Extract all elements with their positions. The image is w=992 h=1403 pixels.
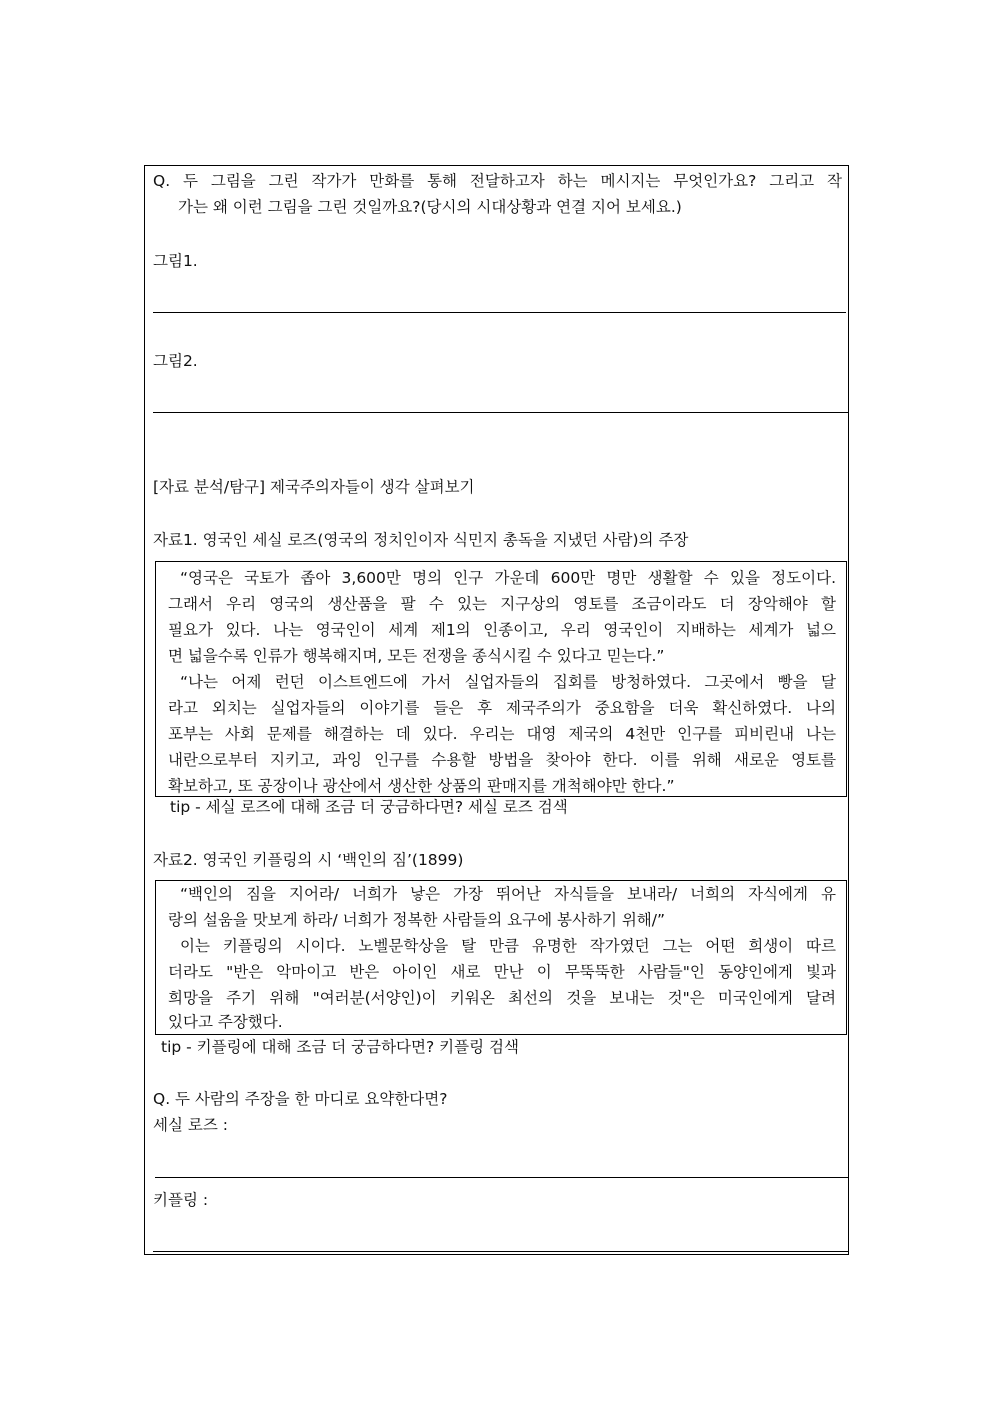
source-1-line: “나는 어제 런던 이스트엔드에 가서 실업자들의 집회를 방청하였다. 그곳에서 빵을 달 (180, 673, 836, 691)
source-2-line: 있다고 주장했다. (168, 1013, 283, 1031)
source-1-line: 그래서 우리 영국의 생산품을 팔 수 있는 지구상의 영토를 조금이라도 더 장악해야 할 (168, 595, 836, 613)
source-2-line: 이는 키플링의 시이다. 노벨문학상을 탈 만큼 유명한 작가였던 그는 어떤 희생이 따르 (180, 937, 836, 955)
source-1-line: 확보하고, 또 공장이나 광산에서 생산한 상품의 판매지를 개척해야만 한다.” (168, 777, 675, 795)
rhodes-answer-line[interactable] (155, 1177, 848, 1178)
source-1-line: 면 넓을수록 인류가 행복해지며, 모든 전쟁을 종식시킬 수 있다고 믿는다.” (168, 647, 665, 665)
source-1-tip: tip - 세실 로즈에 대해 조금 더 궁금하다면? 세실 로즈 검색 (170, 798, 568, 816)
kipling-answer-line[interactable] (153, 1251, 848, 1252)
figure-1-label: 그림1. (153, 252, 198, 270)
question-1-line-2: 가는 왜 이런 그림을 그린 것일까요?(당시의 시대상황과 연결 지어 보세요.) (178, 198, 682, 216)
analysis-heading: [자료 분석/탐구] 제국주의자들이 생각 살펴보기 (153, 478, 475, 496)
source-2-line: 랑의 설움을 맛보게 하라/ 너희가 정복한 사람들의 요구에 봉사하기 위해/” (168, 911, 666, 929)
source-2-line: 희망을 주기 위해 "여러분(서양인)이 키워온 최선의 것을 보내는 것"은 미국인에게 달려 (168, 989, 836, 1007)
figure-2-label: 그림2. (153, 352, 198, 370)
question-2-prompt: Q. 두 사람의 주장을 한 마디로 요약한다면? (153, 1090, 448, 1108)
source-2-line: 더라도 "반은 악마이고 반은 아이인 새로 만난 이 무뚝뚝한 사람들"인 동양인에게 빛과 (168, 963, 836, 981)
source-1-quote-box (155, 561, 847, 797)
question-1-line-1: Q. 두 그림을 그린 작가가 만화를 통해 전달하고자 하는 메시지는 무엇인가요? 그리고 작 (153, 172, 842, 190)
source-1-line: 필요가 있다. 나는 영국인이 세계 제1의 인종이고, 우리 영국인이 지배하는 세계가 넓으 (168, 621, 836, 639)
worksheet-frame (144, 165, 849, 1255)
figure-2-answer-line[interactable] (153, 412, 848, 413)
source-1-line: 라고 외치는 실업자들의 이야기를 들은 후 제국주의가 중요함을 더욱 확신하였다. 나의 (168, 699, 836, 717)
source-2-line: “백인의 짐을 지어라/ 너희가 낳은 가장 뛰어난 자식들을 보내라/ 너희의 자식에게 유 (180, 885, 836, 903)
source-1-title: 자료1. 영국인 세실 로즈(영국의 정치인이자 식민지 총독을 지냈던 사람)의 주장 (153, 531, 689, 549)
source-1-line: 포부는 사회 문제를 해결하는 데 있다. 우리는 대영 제국의 4천만 인구를 피비린내 나는 (168, 725, 836, 743)
source-1-line: 내란으로부터 지키고, 과잉 인구를 수용할 방법을 찾아야 한다. 이를 위해 새로운 영토를 (168, 751, 836, 769)
source-2-title: 자료2. 영국인 키플링의 시 ‘백인의 짐’(1899) (153, 851, 464, 869)
figure-1-answer-line[interactable] (153, 312, 846, 313)
rhodes-answer-label: 세실 로즈 : (153, 1116, 228, 1134)
kipling-answer-label: 키플링 : (153, 1191, 209, 1209)
source-2-quote-box (155, 880, 847, 1035)
source-1-line: “영국은 국토가 좁아 3,600만 명의 인구 가운데 600만 명만 생활할 수 있을 정도이다. (180, 569, 836, 587)
source-2-tip: tip - 키플링에 대해 조금 더 궁금하다면? 키플링 검색 (161, 1038, 519, 1056)
